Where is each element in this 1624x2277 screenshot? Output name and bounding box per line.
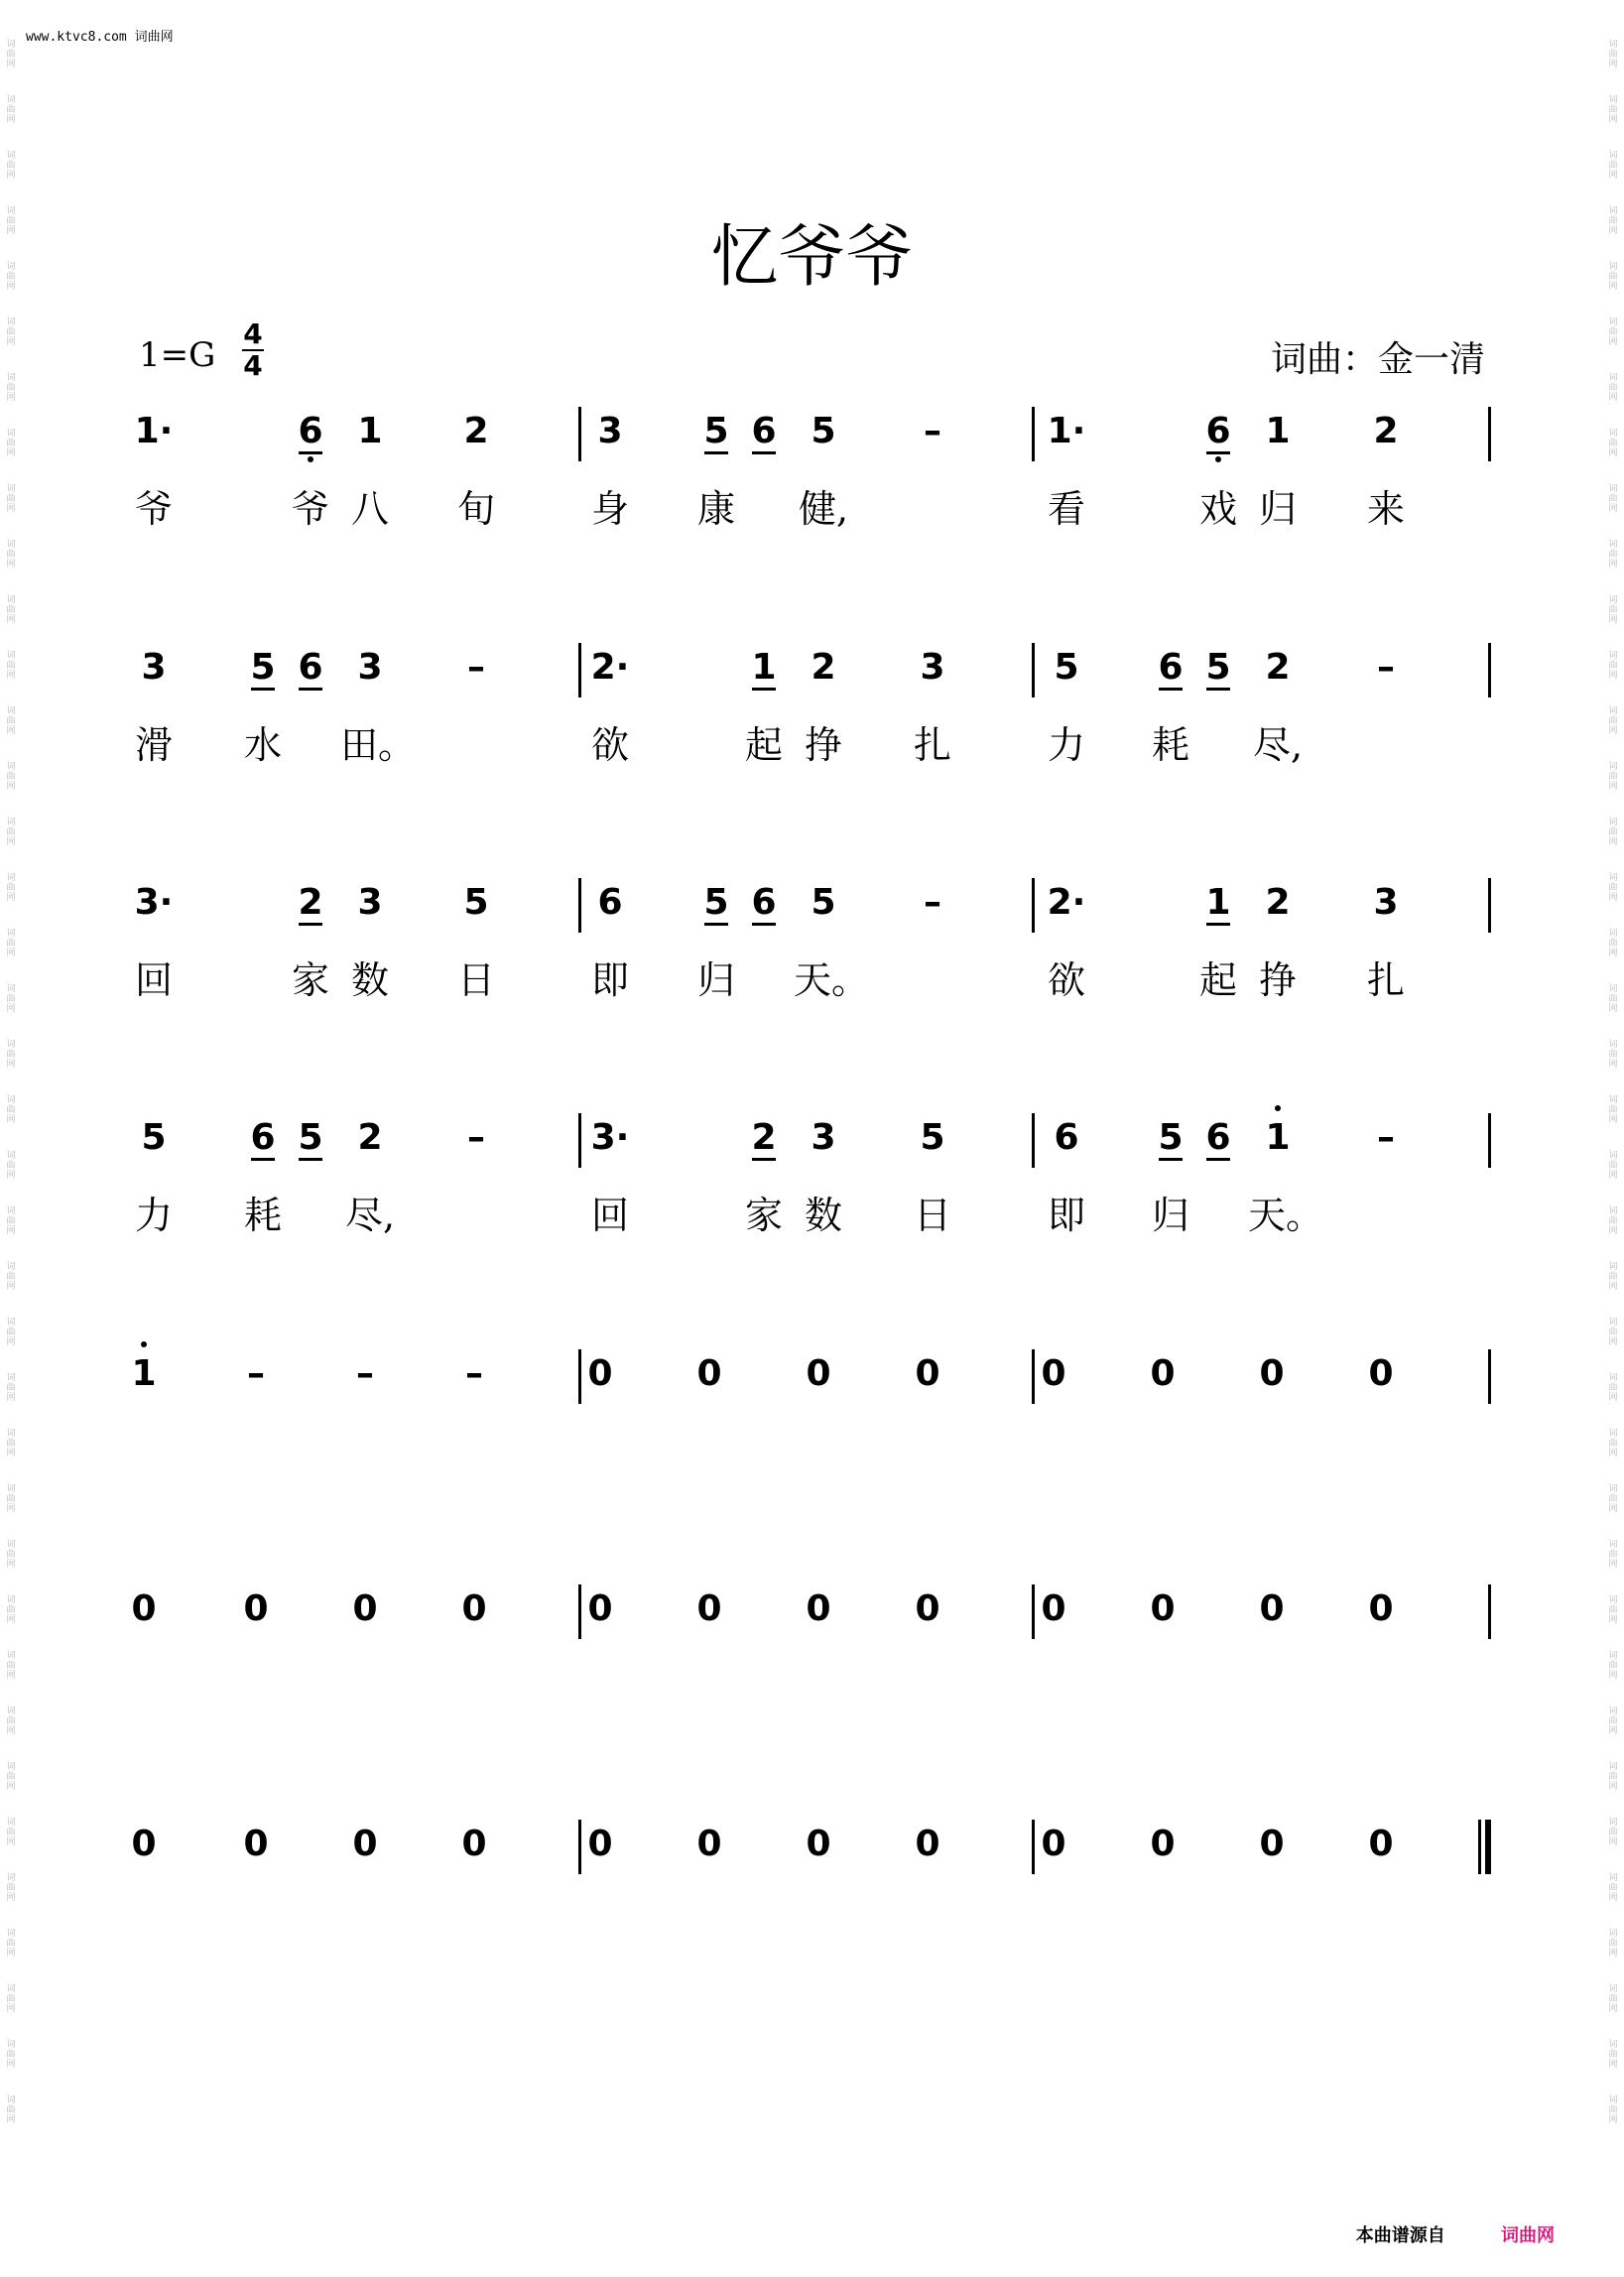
note: 0 xyxy=(1368,1588,1394,1629)
note: 5 xyxy=(1054,647,1079,688)
note: 0 xyxy=(1150,1353,1176,1394)
watermark-text: 词 曲 网 xyxy=(6,1429,16,1458)
barline xyxy=(1488,878,1491,933)
watermark-text: 词 曲 网 xyxy=(1608,1095,1618,1125)
barline xyxy=(1032,1820,1035,1874)
note: 3 xyxy=(597,411,623,451)
watermark-text: 词 曲 网 xyxy=(1608,373,1618,403)
watermark-text: 词 曲 网 xyxy=(6,1540,16,1570)
watermark-text: 词 曲 网 xyxy=(1608,1762,1618,1792)
barline xyxy=(1488,1584,1491,1639)
watermark-text: 词 曲 网 xyxy=(1608,151,1618,181)
watermark-text: 词 曲 网 xyxy=(6,2095,16,2125)
note: 1· xyxy=(1047,411,1086,451)
watermark-text: 词 曲 网 xyxy=(6,1595,16,1625)
lyric-char: 力 xyxy=(1047,723,1085,767)
watermark-text: 词 曲 网 xyxy=(1608,1873,1618,1903)
watermark-text: 词 曲 网 xyxy=(1608,595,1618,625)
lyric-char: 回 xyxy=(134,958,173,1002)
lyric-char: 看 xyxy=(1047,487,1085,531)
watermark-text: 词 曲 网 xyxy=(6,429,16,458)
watermark-text: 词 曲 网 xyxy=(1608,1818,1618,1847)
note: 0 xyxy=(352,1824,378,1864)
lyric-char: 回 xyxy=(590,1194,629,1237)
watermark-text: 词 曲 网 xyxy=(6,540,16,569)
watermark-text: 词 曲 网 xyxy=(1608,540,1618,569)
barline xyxy=(578,643,581,697)
watermark-text: 词 曲 网 xyxy=(1608,1262,1618,1292)
lyric-char: 滑 xyxy=(134,723,173,767)
barline xyxy=(578,1820,581,1874)
note: 0 xyxy=(587,1824,613,1864)
note: 2 xyxy=(463,411,489,451)
note: 0 xyxy=(1150,1588,1176,1629)
note: 2· xyxy=(1047,882,1086,923)
note: 5 xyxy=(687,407,746,456)
note: 0 xyxy=(461,1588,487,1629)
watermark-text: 词 曲 网 xyxy=(1608,1206,1618,1236)
watermark-text: 词 曲 网 xyxy=(1608,317,1618,347)
watermark-text: 词 曲 网 xyxy=(1608,762,1618,792)
watermark-text: 词 曲 网 xyxy=(1608,1151,1618,1181)
note: 0 xyxy=(1041,1824,1066,1864)
watermark-text: 词 曲 网 xyxy=(1608,1040,1618,1070)
watermark-text: 词 曲 网 xyxy=(1608,1707,1618,1736)
lyric-char: 归 xyxy=(1258,487,1297,531)
watermark-text: 词 曲 网 xyxy=(1608,1484,1618,1514)
note: 1 xyxy=(1248,1113,1308,1163)
note: 6 xyxy=(1054,1117,1079,1158)
watermark-text: 词 曲 网 xyxy=(6,262,16,292)
score-line xyxy=(0,1584,1624,1713)
barline xyxy=(578,407,581,461)
note: 5 xyxy=(463,882,489,923)
barline xyxy=(1488,1113,1491,1168)
final-barline xyxy=(1478,1820,1491,1874)
watermark-text: 词 曲 网 xyxy=(6,706,16,736)
watermark-text: 词 曲 网 xyxy=(6,873,16,903)
lyric-char: 身 xyxy=(590,487,629,531)
barline xyxy=(578,1113,581,1168)
lyric-char: 起 xyxy=(1198,958,1237,1002)
barline xyxy=(578,1584,581,1639)
barline xyxy=(578,1349,581,1404)
note: 6 xyxy=(281,407,340,456)
note: 3· xyxy=(134,882,174,923)
note: 0 xyxy=(243,1588,269,1629)
watermark-text: 词 曲 网 xyxy=(6,1040,16,1070)
lyric-char: 数 xyxy=(804,1194,842,1237)
key-signature: 1=G xyxy=(139,335,216,375)
watermark-text: 词 曲 网 xyxy=(6,317,16,347)
note: 3 xyxy=(141,647,167,688)
note: 0 xyxy=(587,1588,613,1629)
watermark-text: 词 曲 网 xyxy=(1608,873,1618,903)
lyric-char: 欲 xyxy=(590,723,629,767)
note: – xyxy=(467,1117,485,1158)
note: 3 xyxy=(920,647,945,688)
note: 6 xyxy=(281,643,340,693)
footer-source: 本曲谱源自 xyxy=(1355,2225,1445,2246)
lyric-char: 力 xyxy=(134,1194,173,1237)
note: 1 xyxy=(114,1349,174,1399)
lyric-char: 即 xyxy=(590,958,629,1002)
watermark-text: 词 曲 网 xyxy=(6,1984,16,2014)
lyric-char: 爷 xyxy=(134,487,173,531)
lyric-char: 挣 xyxy=(804,723,842,767)
note: 6 xyxy=(734,878,794,928)
watermark-text: 词 曲 网 xyxy=(6,1929,16,1959)
watermark-text: 词 曲 网 xyxy=(6,1318,16,1347)
barline xyxy=(578,878,581,933)
note: 0 xyxy=(352,1588,378,1629)
watermark-text: 词 曲 网 xyxy=(1608,40,1618,69)
watermark-text: 词 曲 网 xyxy=(1608,1373,1618,1403)
note: 0 xyxy=(131,1588,157,1629)
octave-dot-above xyxy=(1275,1105,1281,1111)
lyric-char: 欲 xyxy=(1047,958,1085,1002)
note: 5 xyxy=(687,878,746,928)
site-url[interactable]: www.ktvc8.com 词曲网 xyxy=(26,30,174,45)
note: 0 xyxy=(696,1353,722,1394)
watermark-text: 词 曲 网 xyxy=(1608,484,1618,514)
watermark-text: 词 曲 网 xyxy=(1608,1429,1618,1458)
lyric-char: 日 xyxy=(913,1194,951,1237)
watermark-text: 词 曲 网 xyxy=(1608,429,1618,458)
score-line xyxy=(0,1349,1624,1478)
watermark-text: 词 曲 网 xyxy=(1608,1318,1618,1347)
lyric-char: 起 xyxy=(744,723,783,767)
watermark-text: 词 曲 网 xyxy=(1608,651,1618,681)
note: 0 xyxy=(1041,1353,1066,1394)
note: 0 xyxy=(1368,1824,1394,1864)
score-line xyxy=(0,878,1624,1007)
lyric-char: 耗 xyxy=(1151,723,1189,767)
note: 2 xyxy=(281,878,340,928)
note: 5 xyxy=(811,411,836,451)
barline xyxy=(1032,1349,1035,1404)
note: 6 xyxy=(734,407,794,456)
watermark-text: 词 曲 网 xyxy=(6,95,16,125)
note: 0 xyxy=(1259,1824,1285,1864)
score-line xyxy=(0,1820,1624,1949)
watermark-text: 词 曲 网 xyxy=(1608,1595,1618,1625)
watermark-text: 词 曲 网 xyxy=(1608,929,1618,958)
note: 0 xyxy=(131,1824,157,1864)
time-signature-bottom: 4 xyxy=(243,349,263,382)
watermark-text: 词 曲 网 xyxy=(6,595,16,625)
lyric-char: 来 xyxy=(1366,487,1405,531)
note: 0 xyxy=(915,1824,940,1864)
note: 2 xyxy=(811,647,836,688)
lyric-char: 田。 xyxy=(340,723,417,767)
watermark-text: 词 曲 网 xyxy=(6,818,16,847)
watermark-text: 词 曲 网 xyxy=(6,651,16,681)
note: 3 xyxy=(811,1117,836,1158)
watermark-text: 词 曲 网 xyxy=(1608,95,1618,125)
watermark-text: 词 曲 网 xyxy=(6,1707,16,1736)
note: 3 xyxy=(357,647,383,688)
note: – xyxy=(247,1353,265,1394)
watermark-text: 词 曲 网 xyxy=(1608,1651,1618,1681)
note: 1 xyxy=(734,643,794,693)
lyric-char: 健, xyxy=(798,487,849,531)
note: 5 xyxy=(1141,1113,1200,1163)
watermark-text: 词 曲 网 xyxy=(6,1651,16,1681)
barline xyxy=(1488,407,1491,461)
watermark-text: 词 曲 网 xyxy=(6,40,16,69)
lyric-char: 扎 xyxy=(913,723,951,767)
time-signature-top: 4 xyxy=(243,317,263,350)
song-title: 忆爷爷 xyxy=(710,218,914,297)
note: 1 xyxy=(1265,411,1291,451)
watermark-text: 词 曲 网 xyxy=(6,762,16,792)
footer-brand[interactable]: 词曲网 xyxy=(1501,2225,1555,2246)
watermark-text: 词 曲 网 xyxy=(1608,262,1618,292)
note: – xyxy=(465,1353,483,1394)
note: 6 xyxy=(1188,1113,1248,1163)
barline xyxy=(1032,643,1035,697)
watermark-text: 词 曲 网 xyxy=(6,1484,16,1514)
note: 0 xyxy=(806,1353,831,1394)
lyric-char: 日 xyxy=(456,958,495,1002)
lyric-char: 耗 xyxy=(243,1194,282,1237)
octave-dot-below xyxy=(308,456,313,462)
note: 1 xyxy=(1188,878,1248,928)
lyric-char: 挣 xyxy=(1258,958,1297,1002)
watermark-text: 词 曲 网 xyxy=(6,984,16,1014)
note: 0 xyxy=(806,1588,831,1629)
note: 0 xyxy=(915,1588,940,1629)
note: 0 xyxy=(915,1353,940,1394)
note: 0 xyxy=(1259,1588,1285,1629)
note: 5 xyxy=(1188,643,1248,693)
watermark-text: 词 曲 网 xyxy=(6,1373,16,1403)
note: 5 xyxy=(920,1117,945,1158)
barline xyxy=(1032,878,1035,933)
watermark-text: 词 曲 网 xyxy=(1608,206,1618,236)
composer-credit: 词曲：金一清 xyxy=(1270,339,1485,380)
lyric-char: 数 xyxy=(350,958,389,1002)
barline xyxy=(1032,407,1035,461)
barline xyxy=(1032,1584,1035,1639)
lyric-char: 戏 xyxy=(1198,487,1237,531)
lyric-char: 归 xyxy=(1151,1194,1189,1237)
watermark-text: 词 曲 网 xyxy=(6,1873,16,1903)
watermark-text: 词 曲 网 xyxy=(1608,984,1618,1014)
lyric-char: 旬 xyxy=(456,487,495,531)
score-line xyxy=(0,407,1624,536)
lyric-char: 水 xyxy=(243,723,282,767)
watermark-text: 词 曲 网 xyxy=(1608,1929,1618,1959)
note: 6 xyxy=(233,1113,293,1163)
note: 0 xyxy=(243,1824,269,1864)
watermark-text: 词 曲 网 xyxy=(6,1151,16,1181)
lyric-char: 扎 xyxy=(1366,958,1405,1002)
note: 0 xyxy=(696,1824,722,1864)
watermark-text: 词 曲 网 xyxy=(6,1095,16,1125)
note: 6 xyxy=(1188,407,1248,456)
note: 0 xyxy=(1041,1588,1066,1629)
footer xyxy=(1356,2221,1555,2247)
note: 2 xyxy=(357,1117,383,1158)
note: 2 xyxy=(734,1113,794,1163)
note: 2 xyxy=(1265,647,1291,688)
watermark-text: 词 曲 网 xyxy=(6,2040,16,2070)
lyric-char: 尽, xyxy=(344,1194,396,1237)
watermark-text: 词 曲 网 xyxy=(1608,706,1618,736)
lyric-char: 康 xyxy=(696,487,735,531)
note: – xyxy=(467,647,485,688)
note: – xyxy=(924,882,941,923)
octave-dot-below xyxy=(1215,456,1221,462)
barline xyxy=(1488,1349,1491,1404)
lyric-char: 八 xyxy=(350,487,389,531)
note: 3 xyxy=(1373,882,1399,923)
note: – xyxy=(1377,647,1395,688)
note: – xyxy=(356,1353,374,1394)
note: 1· xyxy=(134,411,174,451)
note: 0 xyxy=(696,1588,722,1629)
note: 5 xyxy=(141,1117,167,1158)
note: 5 xyxy=(233,643,293,693)
lyric-char: 天。 xyxy=(1248,1194,1324,1237)
barline xyxy=(1488,643,1491,697)
lyric-char: 家 xyxy=(744,1194,783,1237)
note: – xyxy=(1377,1117,1395,1158)
score-line xyxy=(0,643,1624,772)
lyric-char: 尽, xyxy=(1252,723,1304,767)
watermark-text: 词 曲 网 xyxy=(6,151,16,181)
watermark-text: 词 曲 网 xyxy=(1608,818,1618,847)
note: 6 xyxy=(1141,643,1200,693)
note: 2 xyxy=(1373,411,1399,451)
watermark-text: 词 曲 网 xyxy=(1608,1540,1618,1570)
watermark-text: 词 曲 网 xyxy=(6,1262,16,1292)
watermark-text: 词 曲 网 xyxy=(1608,2040,1618,2070)
watermark-text: 词 曲 网 xyxy=(6,1762,16,1792)
watermark-text: 词 曲 网 xyxy=(1608,1984,1618,2014)
note: 2 xyxy=(1265,882,1291,923)
barline xyxy=(1032,1113,1035,1168)
note: 0 xyxy=(1150,1824,1176,1864)
note: 0 xyxy=(461,1824,487,1864)
lyric-char: 爷 xyxy=(291,487,329,531)
note: 0 xyxy=(806,1824,831,1864)
note: 6 xyxy=(597,882,623,923)
note: 0 xyxy=(1259,1353,1285,1394)
note: 2· xyxy=(590,647,630,688)
note: 3 xyxy=(357,882,383,923)
watermark-text: 词 曲 网 xyxy=(6,373,16,403)
lyric-char: 即 xyxy=(1047,1194,1085,1237)
note: 0 xyxy=(1368,1353,1394,1394)
score-line xyxy=(0,1113,1624,1242)
note: 3· xyxy=(590,1117,630,1158)
watermark-text: 词 曲 网 xyxy=(6,206,16,236)
note: – xyxy=(924,411,941,451)
watermark-text: 词 曲 网 xyxy=(6,929,16,958)
note: 5 xyxy=(281,1113,340,1163)
lyric-char: 归 xyxy=(696,958,735,1002)
watermark-text: 词 曲 网 xyxy=(6,1818,16,1847)
time-signature xyxy=(242,319,264,381)
lyric-char: 家 xyxy=(291,958,329,1002)
octave-dot-above xyxy=(141,1341,147,1347)
lyric-char: 天。 xyxy=(794,958,870,1002)
watermark-text: 词 曲 网 xyxy=(6,484,16,514)
note: 0 xyxy=(587,1353,613,1394)
note: 1 xyxy=(357,411,383,451)
watermark-text: 词 曲 网 xyxy=(6,1206,16,1236)
watermark-text: 词 曲 网 xyxy=(1608,2095,1618,2125)
note: 5 xyxy=(811,882,836,923)
